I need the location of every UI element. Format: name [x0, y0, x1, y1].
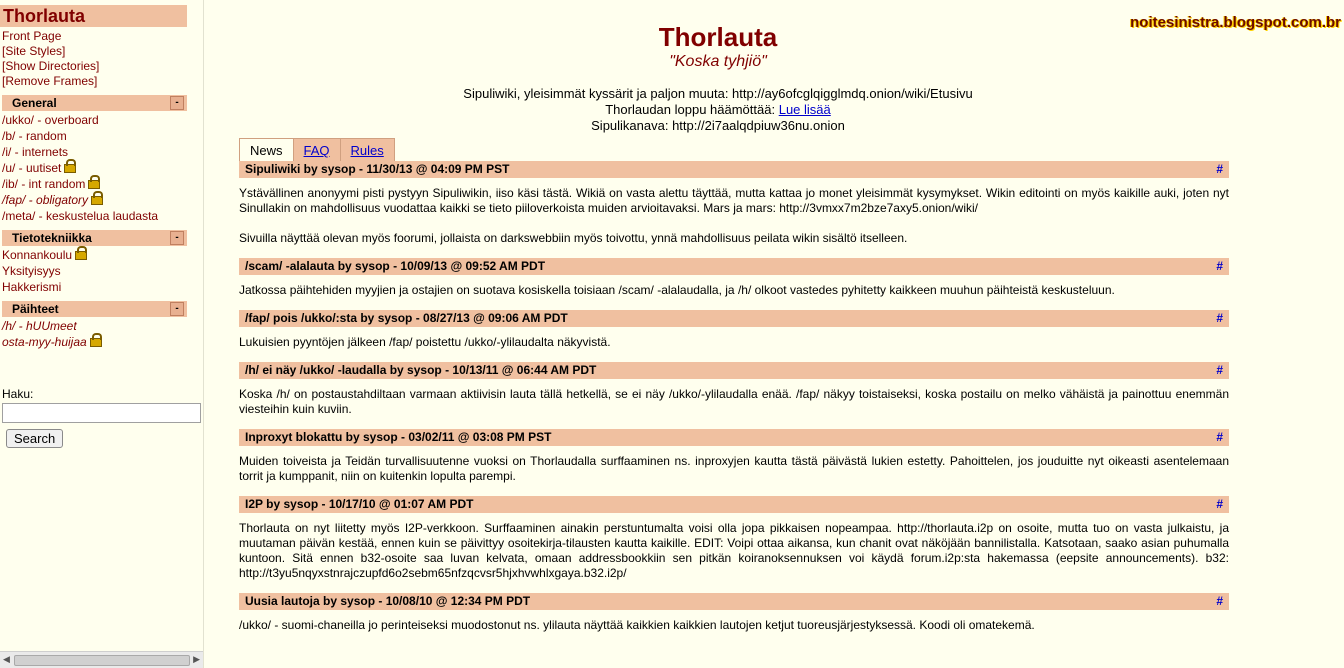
site-title[interactable]: Thorlauta [0, 5, 187, 27]
news-list [239, 161, 1229, 645]
news-paragraph: Lukuisien pyyntöjen jälkeen /fap/ poistettu /ukko/-ylilaudalta näkyvistä. [239, 335, 611, 349]
news-paragraph: Ystävällinen anonyymi pisti pystyyn Sipuliwikin, iiso käsi tästä. Wikiä on vasta alettu täyttää, mutta kattaa jo monet yleisimmät kysymykset. Wikin editointi on myös kaikille auki, joten nyt Sinullakin on mahdollisuus vuodattaa kaikki se tieto piiloverkoista muiden arvioitavaksi. Mars ja mars: http://3vmxx7m2bze7axy5.onion/wiki/ [239, 186, 1229, 215]
section-title: Tietotekniikka [12, 231, 92, 245]
board-link[interactable] [2, 144, 203, 160]
news-post-header [239, 429, 1229, 446]
news-post [239, 593, 1229, 645]
board-label: osta-myy-huijaa [2, 335, 87, 349]
news-post-title: /scam/ -alalauta by sysop - 10/09/13 @ 09:52 AM PDT [245, 259, 546, 273]
board-label: /ukko/ - overboard [2, 113, 99, 127]
board-label: Yksityisyys [2, 264, 61, 278]
board-link[interactable] [2, 192, 203, 208]
board-label: Konnankoulu [2, 248, 73, 262]
collapse-toggle-button[interactable]: - [170, 231, 184, 245]
news-paragraph: Koska /h/ on postaustahdiltaan varmaan aktiivisin lauta tällä hetkellä, se ei näy /ukko/-ylilaudalla enää. /fap/ näkyy toistaiseksi, koska postailu on melko vähäistä ja painottuu enemmän viesteihin kuin kuviin. [239, 387, 1229, 416]
collapse-toggle-button[interactable]: - [170, 96, 184, 110]
show-directories-link[interactable]: [Show Directories] [2, 59, 100, 73]
sidebar-section [0, 95, 203, 224]
news-post-body [239, 379, 1229, 429]
lock-icon [64, 164, 76, 173]
section-header [2, 230, 187, 246]
main-frame [204, 0, 1344, 668]
news-post-body [239, 446, 1229, 496]
news-paragraph: Thorlauta on nyt liitetty myös I2P-verkkoon. Surffaaminen ainakin perstuntumalta voisi olla jopa pikkaisen nopeampaa. http://thorlauta.i2p on osoite, mutta tuo on vasta julkaistu, ja muutaman päivän kestää, ennen kuin se päivittyy osoitekirja-tilausten kautta kaikille. EDIT: Voipi ottaa aikansa, kun chanit ovat näköjään bannilistalla. Katsotaan, saako asian puhumalla kuntoon. Sitä ennen b32-osoite saa luvan kelvata, omaan addressbookkiin sen pitkän koiranoksennuksen voi käydä forum.i2p:sta hakemassa (eepsite announcements). b32: http://t3yu5nqyxstnrajczupfd6o2sebm65nfzqcvsr5hjxhvwhlxgaya.b32.i2p/ [239, 521, 1229, 580]
news-post-header [239, 258, 1229, 275]
news-post [239, 258, 1229, 310]
board-label: Hakkerismi [2, 280, 62, 294]
news-post [239, 362, 1229, 429]
board-link[interactable] [2, 318, 203, 334]
lock-icon [88, 180, 100, 189]
watermark: noitesinistra.blogspot.com.br [1130, 14, 1341, 31]
board-label: /ib/ - int random [2, 177, 86, 191]
news-post-title: /h/ ei näy /ukko/ -laudalla by sysop - 10/13/11 @ 06:44 AM PDT [245, 363, 597, 377]
read-more-link[interactable]: Lue lisää [778, 102, 831, 117]
board-list [2, 318, 203, 350]
search-button[interactable]: Search [6, 429, 63, 448]
section-header [2, 95, 187, 111]
board-link[interactable] [2, 160, 203, 176]
sidebar-section [0, 301, 203, 350]
sidebar-top-links [2, 29, 203, 89]
news-post-header [239, 593, 1229, 610]
wiki-line: Sipuliwiki, yleisimmät kyssärit ja paljon muuta: http://ay6ofcglqigglmdq.onion/wiki/Etusivu [463, 86, 973, 101]
page-title: Thorlauta [658, 22, 778, 52]
site-styles-link[interactable]: [Site Styles] [2, 44, 66, 58]
section-title: General [12, 96, 57, 110]
section-header [2, 301, 187, 317]
news-post-header [239, 161, 1229, 178]
tab-news[interactable]: News [239, 138, 294, 162]
news-post-header [239, 310, 1229, 327]
announcement-line [204, 102, 1232, 118]
news-post-title: Inproxyt blokattu by sysop - 03/02/11 @ 03:08 PM PST [245, 430, 552, 444]
board-link[interactable] [2, 128, 203, 144]
scrollbar-thumb[interactable] [14, 655, 190, 666]
tab-bar [239, 138, 394, 161]
news-post-header [239, 496, 1229, 513]
tab-rules[interactable]: Rules [340, 138, 395, 161]
news-post [239, 496, 1229, 593]
board-link[interactable] [2, 279, 203, 295]
permalink-anchor[interactable]: # [1216, 594, 1223, 608]
board-link[interactable] [2, 263, 203, 279]
front-page-link[interactable]: Front Page [2, 29, 62, 43]
news-post-header [239, 362, 1229, 379]
lock-icon [75, 251, 87, 260]
board-link[interactable] [2, 176, 203, 192]
board-link[interactable] [2, 208, 203, 224]
news-post-title: Sipuliwiki by sysop - 11/30/13 @ 04:09 PM PST [245, 162, 510, 176]
news-post-body [239, 610, 1229, 645]
board-label: /h/ - hUUmeet [2, 319, 77, 333]
news-paragraph: /ukko/ - suomi-chaneilla jo perinteiseksi muodostonut ns. ylilauta näyttää kaikkien kaikkien lautojen ketjut tuoreusjärjestyksessä. Koodi oli omatekemä. [239, 618, 1035, 632]
scroll-left-icon[interactable]: ◀ [3, 654, 10, 664]
header-info [204, 86, 1232, 134]
sidebar-frame [0, 0, 204, 668]
announcement-text: Thorlaudan loppu häämöttää: [605, 102, 776, 117]
board-link[interactable] [2, 334, 203, 350]
news-post-body [239, 327, 1229, 362]
horizontal-scrollbar[interactable] [0, 651, 203, 668]
board-label: /b/ - random [2, 129, 67, 143]
tab-faq[interactable]: FAQ [293, 138, 341, 161]
news-paragraph: Muiden toiveista ja Teidän turvallisuutenne vuoksi on Thorlaudalla surffaaminen ns. inproxyjen kautta tästä päivästä lukien estetty. Pahoittelen, jos jouduitte nyt oikeasti asentelemaan torrit ja kumppanit, niin on kuitenkin lopulta parempi. [239, 454, 1229, 483]
news-post [239, 161, 1229, 258]
news-post-title: Uusia lautoja by sysop - 10/08/10 @ 12:34 PM PDT [245, 594, 531, 608]
board-list [2, 112, 203, 224]
news-post [239, 429, 1229, 496]
search-label: Haku: [2, 387, 34, 401]
section-title: Päihteet [12, 302, 59, 316]
permalink-anchor[interactable]: # [1216, 259, 1223, 273]
permalink-anchor[interactable]: # [1216, 311, 1223, 325]
permalink-anchor[interactable]: # [1216, 430, 1223, 444]
board-label: /fap/ - obligatory [2, 193, 89, 207]
board-sections [0, 95, 203, 350]
lock-icon [91, 196, 103, 205]
search-area [2, 387, 199, 448]
news-post-title: /fap/ pois /ukko/:sta by sysop - 08/27/13 @ 09:06 AM PDT [245, 311, 568, 325]
collapse-toggle-button[interactable]: - [170, 302, 184, 316]
news-post-title: I2P by sysop - 10/17/10 @ 01:07 AM PDT [245, 497, 474, 511]
page-header [204, 22, 1232, 134]
news-post-body [239, 275, 1229, 310]
news-post-body [239, 178, 1229, 258]
permalink-anchor[interactable]: # [1216, 363, 1223, 377]
board-label: /meta/ - keskustelua laudasta [2, 209, 159, 223]
page-subtitle: "Koska tyhjiö" [669, 53, 767, 70]
scroll-right-icon[interactable]: ▶ [193, 654, 200, 664]
lock-icon [90, 338, 102, 347]
board-label: /u/ - uutiset [2, 161, 62, 175]
remove-frames-link[interactable]: [Remove Frames] [2, 74, 98, 88]
search-input[interactable] [2, 403, 201, 423]
board-list [2, 247, 203, 295]
sidebar-section [0, 230, 203, 295]
news-post [239, 310, 1229, 362]
permalink-anchor[interactable]: # [1216, 497, 1223, 511]
channel-line: Sipulikanava: http://2i7aalqdpiuw36nu.onion [591, 118, 845, 133]
news-paragraph: Jatkossa päihtehiden myyjien ja ostajien on suotava kosiskella toisiaan /scam/ -alalaudalla, ja /h/ olkoot vastedes pyhitetty kaikkeen muuhun päihteistä keskusteluun. [239, 283, 1115, 297]
news-paragraph: Sivuilla näyttää olevan myös foorumi, jollaista on darkswebbiin myös toivottu, ynnä mahdollisuus peilata wikin sisältö itselleen. [239, 231, 908, 245]
permalink-anchor[interactable]: # [1216, 162, 1223, 176]
board-link[interactable] [2, 112, 203, 128]
board-label: /i/ - internets [2, 145, 69, 159]
board-link[interactable] [2, 247, 203, 263]
news-post-body [239, 513, 1229, 593]
